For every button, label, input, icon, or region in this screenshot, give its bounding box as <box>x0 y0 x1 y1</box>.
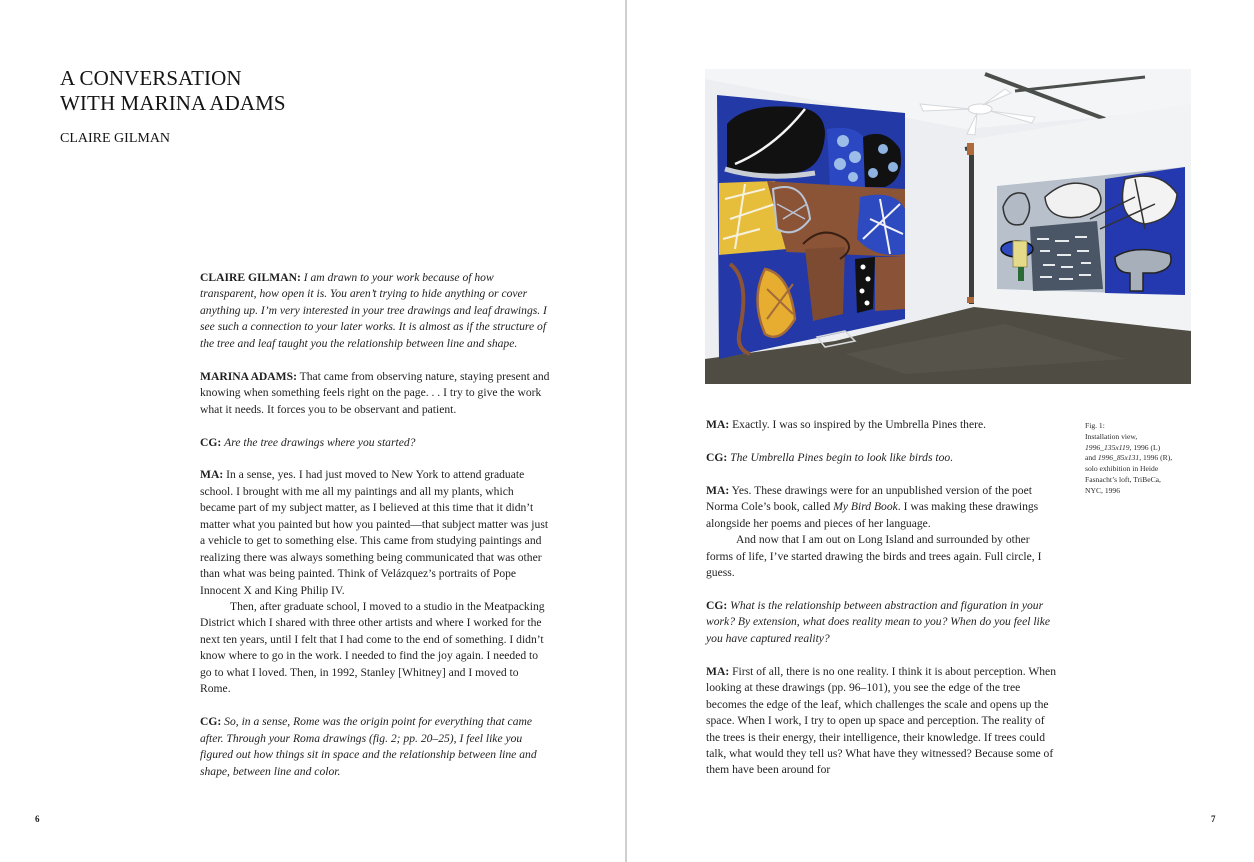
caption-line: 1996_135x119, 1996 (L) <box>1085 442 1161 452</box>
artwork-title: 1996_85x131 <box>1097 453 1140 463</box>
painting-right <box>997 167 1185 295</box>
paragraph-cg-3 <box>200 714 550 780</box>
speaker-label: MA: <box>706 418 730 431</box>
painting-left <box>717 95 905 359</box>
caption-line: and 1996_85x131, 1996 (R), <box>1085 453 1173 463</box>
paragraph-cg-4 <box>706 450 1058 466</box>
question-text: Are the tree drawings where you started? <box>224 435 416 449</box>
paragraph-cg-5 <box>706 598 1058 647</box>
speaker-label: CG: <box>706 450 728 464</box>
artwork-title: 1996_135x119 <box>1085 442 1130 452</box>
paragraph-ma-4-continued <box>706 532 1058 581</box>
speaker-label: CG: <box>200 435 222 449</box>
answer-text: Then, after graduate school, I moved to a studio in the Meatpacking District which I shared with three other artists and where I worked for the next ten years, until I felt that I had come to the end of something. I didn’t know where to go in the work. I needed to find the joy again. I needed to go to what I loved. Then, in 1992, Stanley [Whitney] and I moved to Rome. <box>200 600 545 696</box>
question-text: I am drawn to your work because of how transparent, how open it is. You aren’t trying to hide anything or cover anything up. I’m very interested in your tree drawings and leaf drawings. I see such a connection to your later works. It is almost as if the structure of the tree and leaf taught you the relationship between line and shape. <box>200 271 547 350</box>
question-text: The Umbrella Pines begin to look like birds too. <box>730 450 954 464</box>
speaker-label: CLAIRE GILMAN: <box>200 271 301 284</box>
caption-label: Fig. 1: <box>1085 421 1105 430</box>
speaker-label: CG: <box>706 598 728 612</box>
speaker-label: MA: <box>200 468 224 482</box>
answer-text: Yes. These drawings were for an unpublished version of the poet Norma Cole’s book, called <box>706 483 1032 514</box>
book-title: My Bird Book <box>833 500 898 514</box>
right-text-column <box>706 417 1058 795</box>
title-line-1: A CONVERSATION <box>60 66 242 90</box>
article-title <box>60 66 286 116</box>
installation-photo-illustration <box>705 69 1191 384</box>
paragraph-ma-5 <box>706 664 1058 779</box>
caption-line: solo exhibition in Heide <box>1085 464 1159 474</box>
paragraph-ma-1 <box>200 369 550 418</box>
figure-caption <box>1085 421 1185 497</box>
paragraph-cg-2 <box>200 435 550 451</box>
question-text: What is the relationship between abstraction and figuration in your work? By extension, what does reality mean to you? When do you feel like you have captured reality? <box>706 598 1051 645</box>
page-number-right: 7 <box>1211 814 1216 824</box>
installation-photo <box>705 69 1191 384</box>
answer-text: And now that I am out on Long Island and surrounded by other forms of life, I’ve started drawing the birds and trees again. Full circle, I guess. <box>706 533 1042 580</box>
answer-text: Exactly. I was so inspired by the Umbrella Pines there. <box>732 418 987 431</box>
paragraph-cg-1 <box>200 270 550 352</box>
paragraph-ma-3 <box>706 417 1058 433</box>
speaker-label: CG: <box>200 715 222 729</box>
page-number-left: 6 <box>35 814 40 824</box>
left-page <box>0 0 626 862</box>
answer-text: That came from observing nature, staying present and knowing when something feels right on the page. . . I try to give the work what it needs. It forces you to be observant and patient. <box>200 369 550 416</box>
author-byline: CLAIRE GILMAN <box>60 131 171 146</box>
speaker-label: MARINA ADAMS: <box>200 369 297 383</box>
question-text: So, in a sense, Rome was the origin point for everything that came after. Through your Roma drawings (fig. 2; pp. 20–25), I feel like you figured out how things sit in space and the relationship between line and shape, between line and color. <box>200 715 537 778</box>
answer-text: In a sense, yes. I had just moved to New York to attend graduate school. I brought with me all my paintings and all my plants, which became part of my subject matter, as I believed at this time that it didn’t matter what you painted but how you painted—that subject matter was just a vehicle to get to something else. This came from studying paintings and realizing there was always something being communicated that was other than what was being painted. Think of Velázquez’s portraits of Pope Innocent X and King Philip IV. <box>200 468 549 597</box>
title-line-2: WITH MARINA ADAMS <box>60 91 286 115</box>
caption-line: Fasnacht’s loft, TriBeCa, <box>1085 474 1161 484</box>
paragraph-ma-4 <box>706 483 1058 532</box>
speaker-label: MA: <box>706 664 730 678</box>
paragraph-ma-2 <box>200 467 550 599</box>
left-text-column <box>200 270 550 796</box>
speaker-label: MA: <box>706 483 730 497</box>
paragraph-ma-2-continued <box>200 599 550 698</box>
answer-text: . I was making these drawings alongside her poems and pieces of her language. <box>706 500 1039 530</box>
caption-line: NYC, 1996 <box>1085 485 1121 495</box>
answer-text: First of all, there is no one reality. I think it is about perception. When looking at these drawings (pp. 96–101), you see the edge of the tree becomes the edge of the leaf, which challenges the scale and opens up the space. When I work, I try to open up space and perception. The reality of the trees is their energy, their intelligence, their knowledge. If trees could talk, what would they tell us? What have they witnessed? Because some of them have been around for <box>706 664 1056 777</box>
caption-line: Installation view, <box>1085 431 1138 441</box>
